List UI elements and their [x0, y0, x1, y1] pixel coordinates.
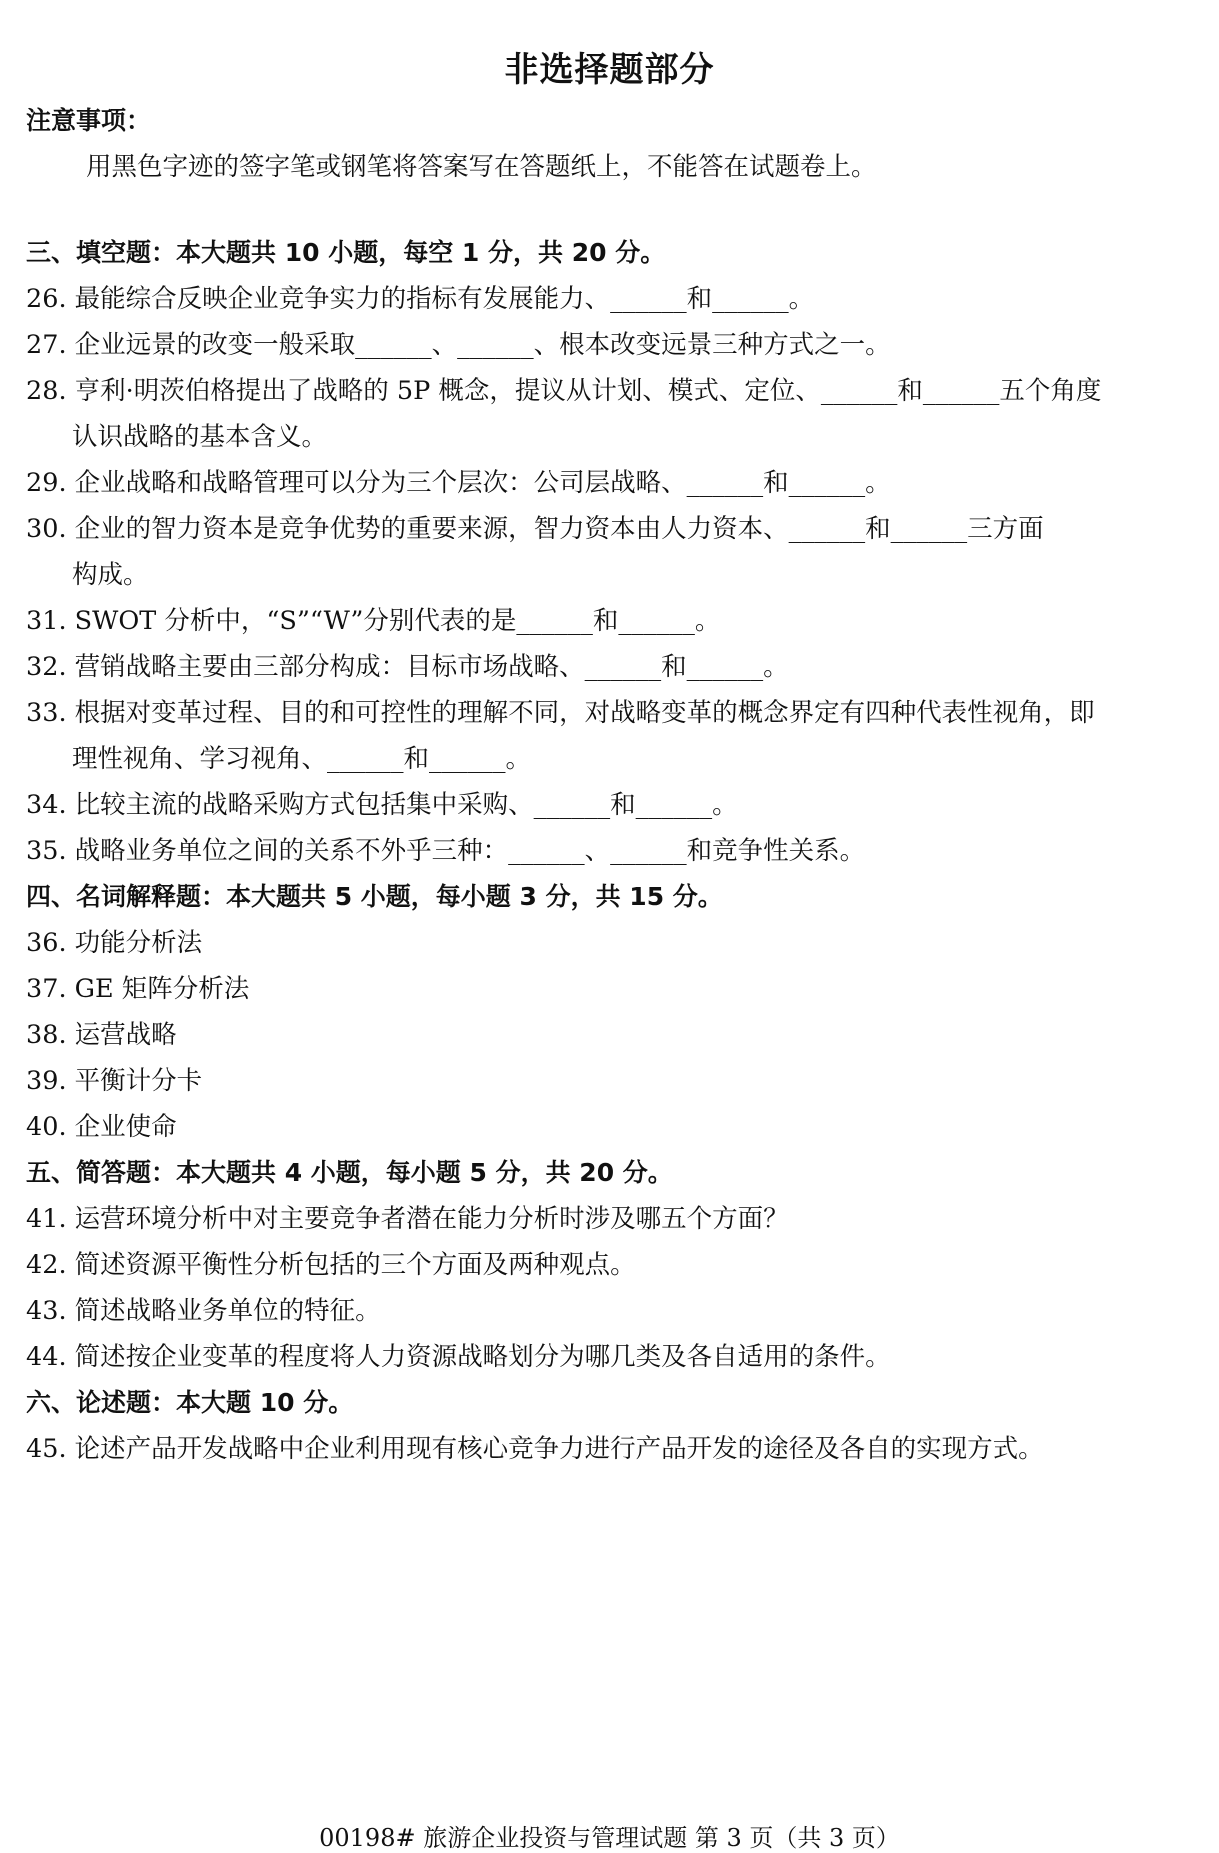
- question-32: 32. 营销战略主要由三部分构成：目标市场战略、______和______。: [26, 652, 789, 682]
- question-37: 37. GE 矩阵分析法: [26, 974, 250, 1004]
- question-40: 40. 企业使命: [26, 1112, 177, 1142]
- question-36: 36. 功能分析法: [26, 928, 203, 958]
- question-30: 30. 企业的智力资本是竞争优势的重要来源，智力资本由人力资本、______和______三方面: [26, 514, 1044, 544]
- question-42: 42. 简述资源平衡性分析包括的三个方面及两种观点。: [26, 1250, 636, 1280]
- question-26: 26. 最能综合反映企业竞争实力的指标有发展能力、______和______。: [26, 284, 815, 314]
- section-heading-short: 五、简答题：本大题共 4 小题，每小题 5 分，共 20 分。: [26, 1158, 673, 1187]
- question-33-continued: 理性视角、学习视角、______和______。: [72, 744, 532, 774]
- notice-text: 用黑色字迹的签字笔或钢笔将答案写在答题纸上，不能答在试题卷上。: [86, 152, 877, 182]
- question-28: 28. 亨利·明茨伯格提出了战略的 5P 概念，提议从计划、模式、定位、______和______五个角度: [26, 376, 1102, 406]
- question-45: 45. 论述产品开发战略中企业利用现有核心竞争力进行产品开发的途径及各自的实现方式。: [26, 1434, 1044, 1464]
- question-30-continued: 构成。: [72, 560, 149, 590]
- page-footer: 00198# 旅游企业投资与管理试题 第 3 页（共 3 页）: [319, 1824, 900, 1852]
- question-35: 35. 战略业务单位之间的关系不外乎三种：______、______和竞争性关系。: [26, 836, 866, 866]
- question-34: 34. 比较主流的战略采购方式包括集中采购、______和______。: [26, 790, 738, 820]
- section-heading-essay: 六、论述题：本大题 10 分。: [26, 1388, 354, 1417]
- section-heading-terms: 四、名词解释题：本大题共 5 小题，每小题 3 分，共 15 分。: [26, 882, 723, 911]
- notice-heading: 注意事项：: [26, 106, 152, 135]
- question-41: 41. 运营环境分析中对主要竞争者潜在能力分析时涉及哪五个方面？: [26, 1204, 789, 1234]
- question-43: 43. 简述战略业务单位的特征。: [26, 1296, 381, 1326]
- question-29: 29. 企业战略和战略管理可以分为三个层次：公司层战略、______和______。: [26, 468, 891, 498]
- question-38: 38. 运营战略: [26, 1020, 177, 1050]
- page-title: 非选择题部分: [504, 50, 715, 90]
- question-44: 44. 简述按企业变革的程度将人力资源战略划分为哪几类及各自适用的条件。: [26, 1342, 891, 1372]
- section-heading-fill: 三、填空题：本大题共 10 小题，每空 1 分，共 20 分。: [26, 238, 666, 267]
- question-39: 39. 平衡计分卡: [26, 1066, 203, 1096]
- question-27: 27. 企业远景的改变一般采取______、______、根本改变远景三种方式之一。: [26, 330, 891, 360]
- question-31: 31. SWOT 分析中，“S”“W”分别代表的是______和______。: [26, 606, 721, 636]
- question-28-continued: 认识战略的基本含义。: [72, 422, 328, 452]
- question-33: 33. 根据对变革过程、目的和可控性的理解不同，对战略变革的概念界定有四种代表性视角，即: [26, 698, 1095, 728]
